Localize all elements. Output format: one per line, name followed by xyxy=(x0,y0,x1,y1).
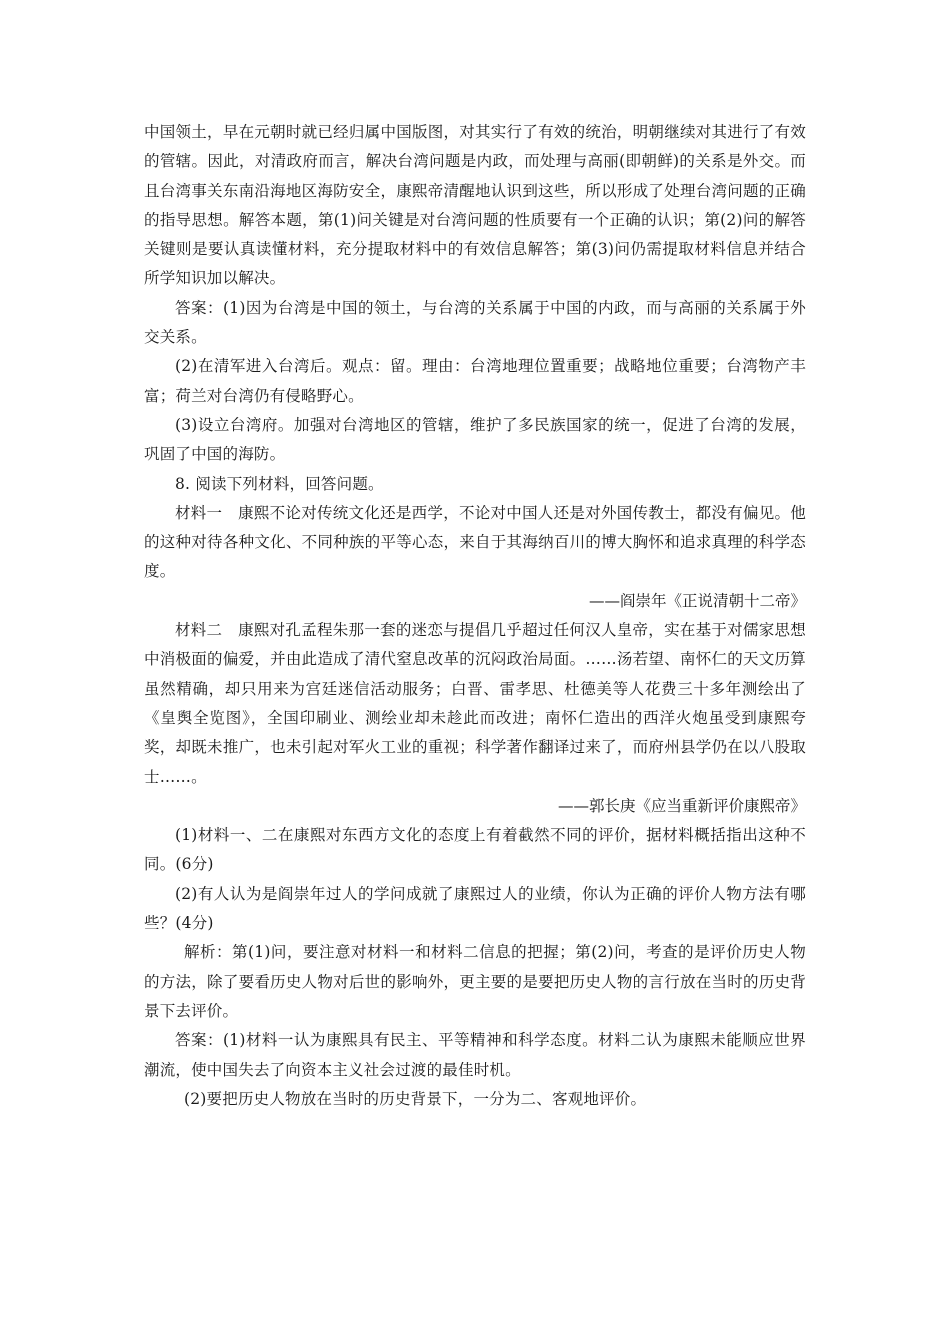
answer-8-2: (2)要把历史人物放在当时的历史背景下，一分为二、客观地评价。 xyxy=(184,1089,647,1108)
material-one: 材料一 康熙不论对传统文化还是西学，不论对中国人还是对外国传教士，都没有偏见。他的这种对待各种文化、不同种族的平等心态，来自于其海纳百川的博大胸怀和追求真理的科学态度。 xyxy=(144,503,806,581)
answer-7-1: 答案：(1)因为台湾是中国的领土，与台湾的关系属于中国的内政，而与高丽的关系属于外交关系。 xyxy=(144,298,806,347)
answer-7-3: (3)设立台湾府。加强对台湾地区的管辖，维护了多民族国家的统一，促进了台湾的发展，巩固了中国的海防。 xyxy=(144,415,806,464)
question-8-2: (2)有人认为是阎崇年过人的学问成就了康熙过人的业绩，你认为正确的评价人物方法有哪些？(4分) xyxy=(144,884,806,933)
answer-7-2: (2)在清军进入台湾后。观点：留。理由：台湾地理位置重要；战略地位重要；台湾物产丰富；荷兰对台湾仍有侵略野心。 xyxy=(144,357,806,405)
material-two: 材料二 康熙对孔孟程朱那一套的迷恋与提倡几乎超过任何汉人皇帝，实在基于对儒家思想中消极面的偏爱，并由此造成了清代窒息改革的沉闷政治局面。……汤若望、南怀仁的天文历算虽然精确，却只用来为宫廷迷信活动服务；白晋、雷孝思、杜德美等人花费三十多年测绘出了《皇舆全览图》，全国印刷业、测绘业却未趁此而改进；南怀仁造出的西洋火炮虽受到康熙夸奖，却既未推广，也未引起对军火工业的重视；科学著作翻译过来了，而府州县学仍在以八股取士……。 xyxy=(144,621,806,786)
document-body xyxy=(144,118,806,1114)
question-8-heading: 8. 阅读下列材料，回答问题。 xyxy=(175,474,384,493)
material-two-source: ——郭长庚《应当重新评价康熙帝》 xyxy=(557,796,806,815)
material-one-source: ——阎崇年《正说清朝十二帝》 xyxy=(588,591,806,610)
answer-8-1: 答案：(1)材料一认为康熙具有民主、平等精神和科学态度。材料二认为康熙未能顺应世界潮流，使中国失去了向资本主义社会过渡的最佳时机。 xyxy=(144,1031,806,1079)
analysis-8: 解析：第(1)问，要注意对材料一和材料二信息的把握；第(2)问，考查的是评价历史人物的方法，除了要看历史人物对后世的影响外，更主要的是要把历史人物的言行放在当时的历史背景下去评价。 xyxy=(144,943,806,1020)
analysis-continued-paragraph: 中国领土，早在元朝时就已经归属中国版图，对其实行了有效的统治，明朝继续对其进行了有效的管辖。因此，对清政府而言，解决台湾问题是内政，而处理与高丽(即朝鲜)的关系是外交。而且台湾事关东南沿海地区海防安全，康熙帝清醒地认识到这些，所以形成了处理台湾问题的正确的指导思想。解答本题，第(1)问关键是对台湾问题的性质要有一个正确的认识；第(2)问的解答关键则是要认真读懂材料，充分提取材料中的有效信息解答；第(3)问仍需提取材料信息并结合所学知识加以解决。 xyxy=(144,123,806,288)
question-8-1: (1)材料一、二在康熙对东西方文化的态度上有着截然不同的评价，据材料概括指出这种不同。(6分) xyxy=(144,826,806,874)
